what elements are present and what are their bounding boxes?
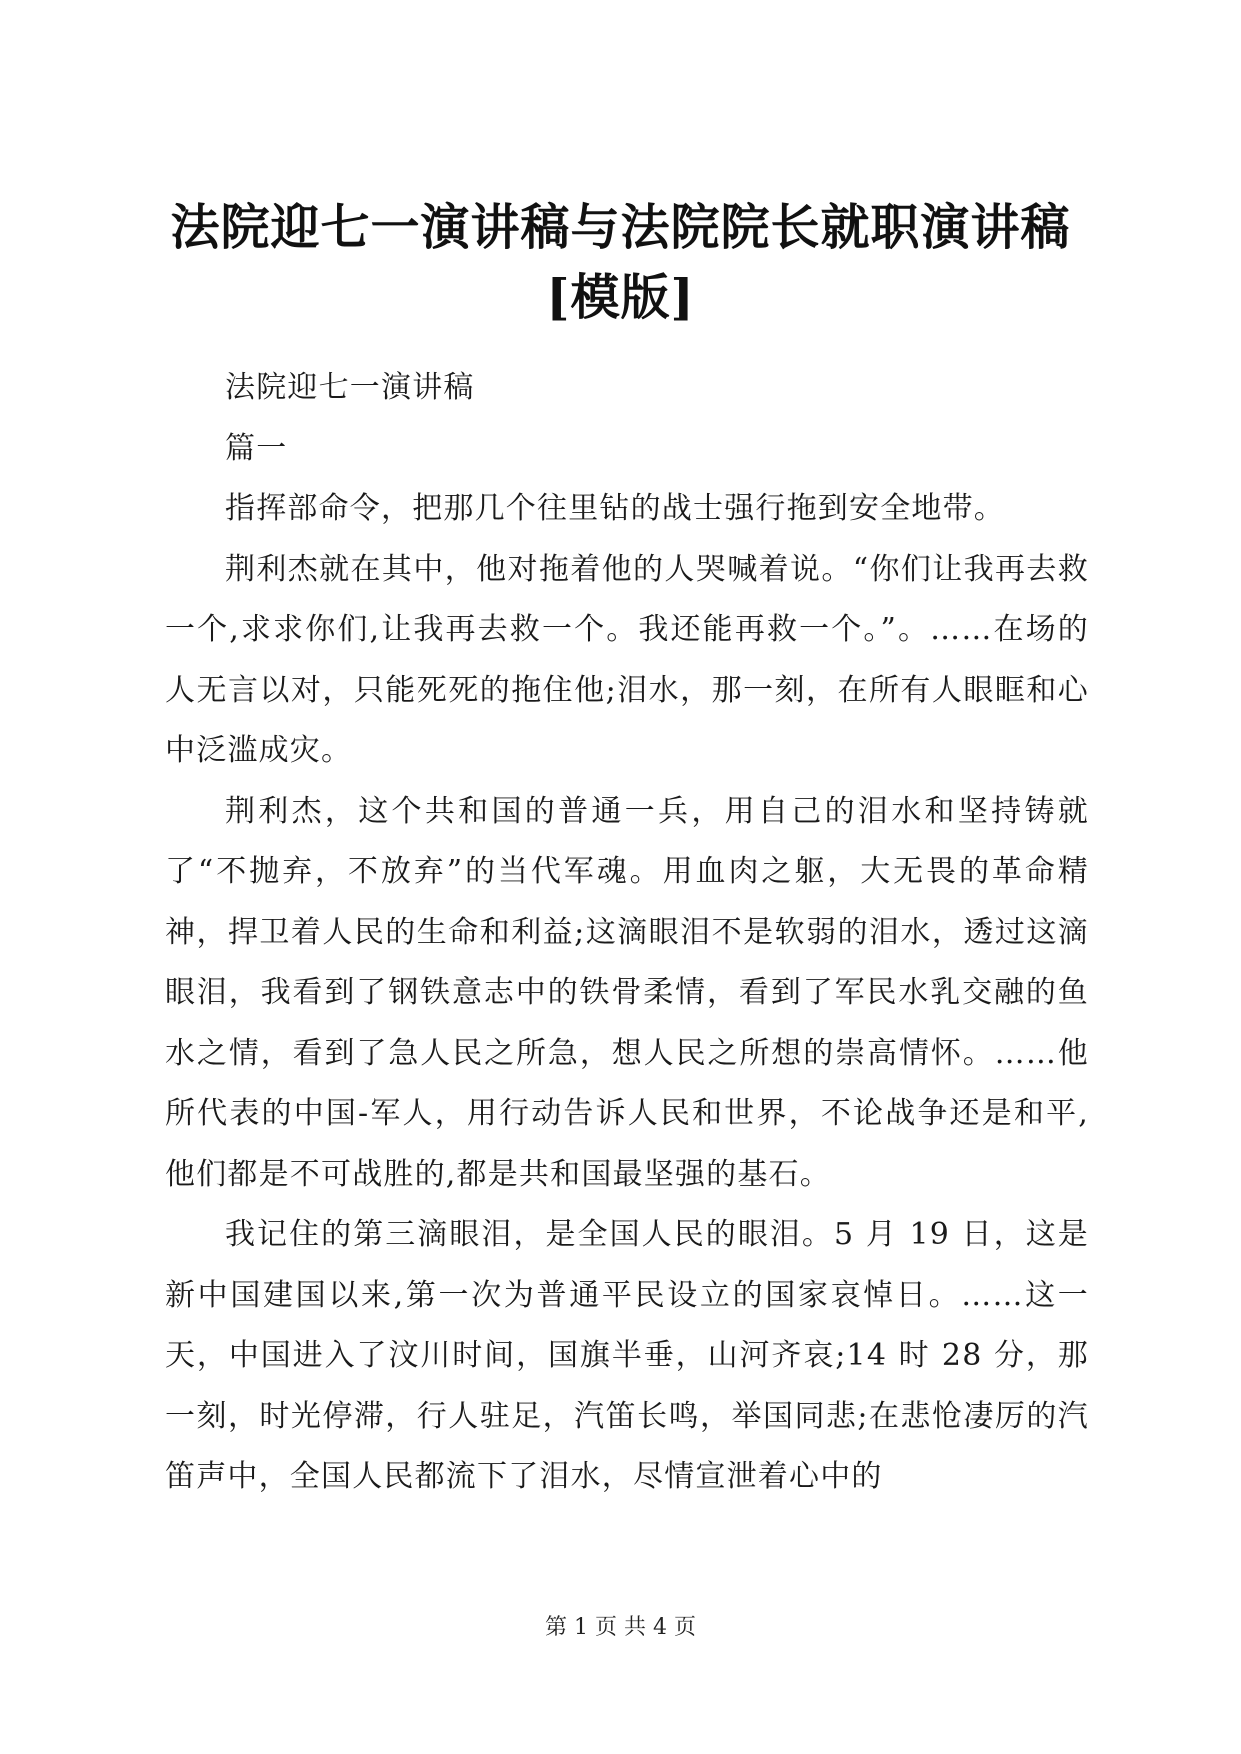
page-number-footer: 第 1 页 共 4 页 [545, 1615, 696, 1640]
section-heading: 法院迎七一演讲稿 [225, 370, 475, 405]
chapter-label: 篇一 [225, 430, 288, 466]
body-paragraph: 我记住的第三滴眼泪，是全国人民的眼泪。5 月 19 日，这是新中国建国以来,第一次为普通平民设立的国家哀悼日。……这一天，中国进入了汶川时间，国旗半垂，山河齐哀;14 时 28 分，那一刻，时光停滞，行人驻足，汽笛长鸣，举国同悲;在悲怆凄厉的汽笛声中，全国人民都流下了泪水，尽情宣泄着心中的 [165, 1217, 1089, 1494]
body-paragraph: 荆利杰就在其中，他对拖着他的人哭喊着说。“你们让我再去救一个,求求你们,让我再去救一个。我还能再救一个。”。……在场的人无言以对，只能死死的拖住他;泪水，那一刻，在所有人眼眶和心中泛滥成灾。 [165, 551, 1089, 768]
document-title: 法院迎七一演讲稿与法院院长就职演讲稿[模版] [170, 198, 1071, 326]
body-paragraph: 荆利杰，这个共和国的普通一兵，用自己的泪水和坚持铸就了“不抛弃，不放弃”的当代军魂。用血肉之躯，大无畏的革命精神，捍卫着人民的生命和利益;这滴眼泪不是软弱的泪水，透过这滴眼泪，我看到了钢铁意志中的铁骨柔情，看到了军民水乳交融的鱼水之情，看到了急人民之所急，想人民之所想的崇高情怀。……他所代表的中国-军人，用行动告诉人民和世界，不论战争还是和平,他们都是不可战胜的,都是共和国最坚强的基石。 [165, 793, 1089, 1192]
document-body [165, 358, 1089, 1508]
body-paragraph: 指挥部命令，把那几个往里钻的战士强行拖到安全地带。 [225, 491, 1005, 526]
